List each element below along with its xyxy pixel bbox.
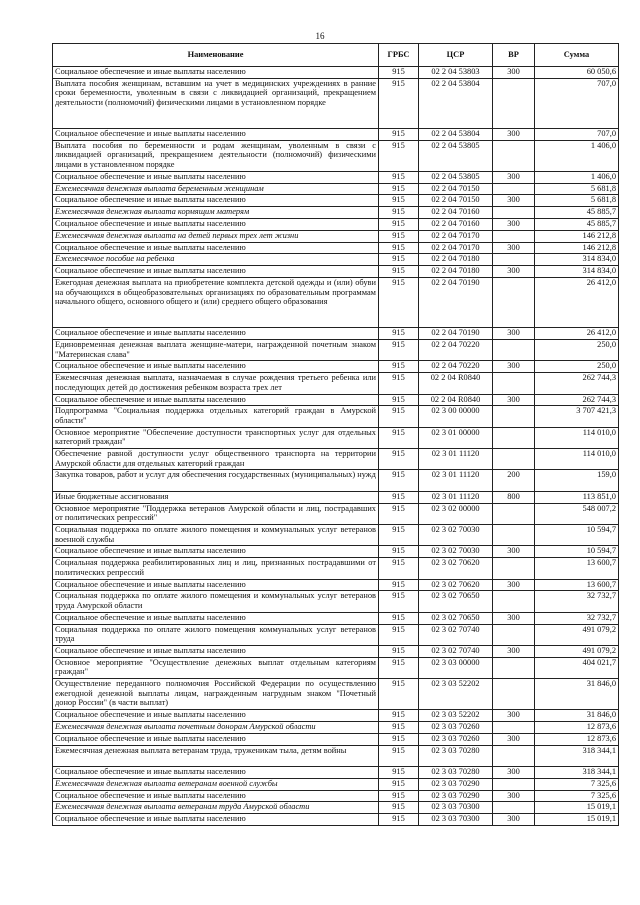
cell-sum: 1 406,0 [535, 171, 619, 183]
table-row [53, 254, 619, 266]
cell-name: Социальное обеспечение и иные выплаты населению [53, 218, 379, 230]
cell-csr: 02 3 03 70300 [419, 802, 493, 814]
column-header-csr: ЦСР [419, 44, 493, 67]
cell-name: Социальное обеспечение и иные выплаты населению [53, 328, 379, 340]
cell-vr: 300 [493, 710, 535, 722]
cell-grbs: 915 [379, 328, 419, 340]
budget-table [52, 43, 619, 826]
cell-sum: 7 325,6 [535, 778, 619, 790]
cell-sum: 159,0 [535, 470, 619, 491]
cell-name: Основное мероприятие "Поддержка ветеранов Амурской области и лиц, пострадавших от политических репрессий" [53, 503, 379, 524]
cell-vr [493, 183, 535, 195]
cell-grbs: 915 [379, 503, 419, 524]
cell-sum: 26 412,0 [535, 277, 619, 327]
cell-vr: 300 [493, 195, 535, 207]
cell-vr: 300 [493, 790, 535, 802]
cell-sum: 31 846,0 [535, 710, 619, 722]
column-header-name: Наименование [53, 44, 379, 67]
cell-csr: 02 2 04 70150 [419, 183, 493, 195]
table-row [53, 230, 619, 242]
cell-csr: 02 3 03 70260 [419, 722, 493, 734]
cell-csr: 02 3 00 00000 [419, 406, 493, 427]
cell-csr: 02 3 03 00000 [419, 657, 493, 678]
cell-name: Социальное обеспечение и иные выплаты населению [53, 171, 379, 183]
cell-grbs: 915 [379, 491, 419, 503]
cell-name: Социальное обеспечение и иные выплаты населению [53, 394, 379, 406]
cell-sum: 32 732,7 [535, 591, 619, 612]
cell-csr: 02 3 03 70260 [419, 733, 493, 745]
table-row [53, 612, 619, 624]
cell-name: Ежемесячная денежная выплата на детей первых трех лет жизни [53, 230, 379, 242]
table-row [53, 328, 619, 340]
cell-sum: 318 344,1 [535, 766, 619, 778]
cell-csr: 02 3 02 00000 [419, 503, 493, 524]
cell-csr: 02 3 01 11120 [419, 470, 493, 491]
table-row [53, 171, 619, 183]
cell-grbs: 915 [379, 218, 419, 230]
cell-csr: 02 2 04 53805 [419, 171, 493, 183]
table-row [53, 449, 619, 470]
table-row [53, 128, 619, 140]
table-row [53, 657, 619, 678]
cell-grbs: 915 [379, 612, 419, 624]
cell-grbs: 915 [379, 78, 419, 128]
cell-csr: 02 3 02 70740 [419, 624, 493, 645]
cell-vr: 300 [493, 361, 535, 373]
cell-name: Иные бюджетные ассигнования [53, 491, 379, 503]
cell-vr [493, 254, 535, 266]
cell-grbs: 915 [379, 470, 419, 491]
cell-sum: 250,0 [535, 339, 619, 360]
cell-csr: 02 3 01 11120 [419, 491, 493, 503]
cell-vr [493, 624, 535, 645]
cell-grbs: 915 [379, 406, 419, 427]
cell-vr: 300 [493, 242, 535, 254]
cell-name: Осуществление переданного полномочия Российской Федерации по осуществлению ежегодной денежной выплаты лицам, награжденным нагрудным знаком "Почетный донор России" (в части выплат) [53, 679, 379, 710]
cell-sum: 5 681,8 [535, 183, 619, 195]
cell-sum: 15 019,1 [535, 814, 619, 826]
cell-sum: 10 594,7 [535, 546, 619, 558]
column-header-grbs: ГРБС [379, 44, 419, 67]
cell-csr: 02 3 03 70290 [419, 778, 493, 790]
cell-csr: 02 3 03 70280 [419, 745, 493, 766]
cell-name: Ежемесячная денежная выплата ветеранам военной службы [53, 778, 379, 790]
cell-csr: 02 2 04 70170 [419, 230, 493, 242]
cell-name: Закупка товаров, работ и услуг для обеспечения государственных (муниципальных) нужд [53, 470, 379, 491]
cell-vr [493, 558, 535, 579]
cell-grbs: 915 [379, 254, 419, 266]
cell-vr [493, 427, 535, 448]
cell-sum: 26 412,0 [535, 328, 619, 340]
cell-name: Ежемесячная денежная выплата беременным женщинам [53, 183, 379, 195]
cell-name: Основное мероприятие "Обеспечение доступности транспортных услуг для отдельных категорий граждан" [53, 427, 379, 448]
cell-sum: 13 600,7 [535, 558, 619, 579]
cell-vr [493, 406, 535, 427]
cell-grbs: 915 [379, 579, 419, 591]
table-row [53, 778, 619, 790]
cell-sum: 13 600,7 [535, 579, 619, 591]
column-header-sum: Сумма [535, 44, 619, 67]
cell-csr: 02 3 02 70650 [419, 612, 493, 624]
cell-grbs: 915 [379, 657, 419, 678]
cell-vr [493, 503, 535, 524]
table-row [53, 361, 619, 373]
cell-vr [493, 722, 535, 734]
cell-grbs: 915 [379, 624, 419, 645]
cell-vr: 300 [493, 579, 535, 591]
cell-csr: 02 3 03 70290 [419, 790, 493, 802]
cell-grbs: 915 [379, 266, 419, 278]
table-row [53, 503, 619, 524]
table-row [53, 745, 619, 766]
cell-sum: 262 744,3 [535, 394, 619, 406]
cell-sum: 707,0 [535, 128, 619, 140]
cell-csr: 02 3 02 70740 [419, 646, 493, 658]
cell-vr: 300 [493, 218, 535, 230]
cell-vr [493, 339, 535, 360]
cell-csr: 02 2 04 70150 [419, 195, 493, 207]
cell-name: Социальное обеспечение и иные выплаты населению [53, 546, 379, 558]
cell-grbs: 915 [379, 449, 419, 470]
cell-csr: 02 2 04 53804 [419, 128, 493, 140]
table-row [53, 710, 619, 722]
cell-vr: 300 [493, 646, 535, 658]
cell-csr: 02 2 04 70190 [419, 328, 493, 340]
cell-sum: 15 019,1 [535, 802, 619, 814]
table-row [53, 733, 619, 745]
cell-grbs: 915 [379, 242, 419, 254]
table-row [53, 722, 619, 734]
table-row [53, 78, 619, 128]
cell-vr [493, 525, 535, 546]
cell-vr [493, 679, 535, 710]
cell-vr: 300 [493, 546, 535, 558]
cell-csr: 02 3 01 11120 [419, 449, 493, 470]
cell-name: Ежемесячная денежная выплата почетным донорам Амурской области [53, 722, 379, 734]
cell-name: Социальное обеспечение и иные выплаты населению [53, 128, 379, 140]
cell-vr [493, 591, 535, 612]
table-row [53, 427, 619, 448]
cell-name: Социальное обеспечение и иные выплаты населению [53, 710, 379, 722]
cell-sum: 314 834,0 [535, 266, 619, 278]
cell-sum: 250,0 [535, 361, 619, 373]
cell-grbs: 915 [379, 361, 419, 373]
cell-csr: 02 3 02 70650 [419, 591, 493, 612]
cell-sum: 45 885,7 [535, 218, 619, 230]
cell-grbs: 915 [379, 277, 419, 327]
cell-sum: 12 873,6 [535, 733, 619, 745]
cell-grbs: 915 [379, 140, 419, 171]
cell-vr [493, 657, 535, 678]
cell-vr [493, 140, 535, 171]
table-row [53, 67, 619, 79]
cell-name: Социальное обеспечение и иные выплаты населению [53, 67, 379, 79]
cell-sum: 113 851,0 [535, 491, 619, 503]
cell-vr: 800 [493, 491, 535, 503]
cell-csr: 02 3 03 70280 [419, 766, 493, 778]
cell-csr: 02 3 03 70300 [419, 814, 493, 826]
cell-csr: 02 2 04 70180 [419, 266, 493, 278]
table-body [53, 67, 619, 826]
cell-grbs: 915 [379, 183, 419, 195]
cell-name: Социальная поддержка по оплате жилого помещения и коммунальных услуг ветеранов труда Амурской области [53, 591, 379, 612]
cell-grbs: 915 [379, 679, 419, 710]
cell-csr: 02 2 04 70220 [419, 339, 493, 360]
cell-vr [493, 230, 535, 242]
cell-sum: 491 079,2 [535, 624, 619, 645]
cell-vr [493, 449, 535, 470]
cell-name: Социальное обеспечение и иные выплаты населению [53, 579, 379, 591]
cell-vr: 300 [493, 733, 535, 745]
cell-name: Социальное обеспечение и иные выплаты населению [53, 612, 379, 624]
table-row [53, 814, 619, 826]
cell-sum: 707,0 [535, 78, 619, 128]
cell-name: Ежемесячная денежная выплата, назначаемая в случае рождения третьего ребенка или последующих детей до достижения ребенком возраста трех лет [53, 373, 379, 394]
cell-csr: 02 2 04 70190 [419, 277, 493, 327]
cell-grbs: 915 [379, 427, 419, 448]
cell-grbs: 915 [379, 814, 419, 826]
cell-sum: 146 212,8 [535, 242, 619, 254]
cell-vr: 300 [493, 328, 535, 340]
cell-vr: 200 [493, 470, 535, 491]
cell-grbs: 915 [379, 558, 419, 579]
cell-vr [493, 802, 535, 814]
table-header-row [53, 44, 619, 67]
cell-grbs: 915 [379, 710, 419, 722]
page-number: 16 [315, 31, 325, 41]
table-row [53, 624, 619, 645]
table-row [53, 525, 619, 546]
cell-name: Социальная поддержка реабилитированных лиц и лиц, признанных пострадавшими от политических репрессий [53, 558, 379, 579]
cell-csr: 02 2 04 70160 [419, 218, 493, 230]
cell-name: Социальное обеспечение и иные выплаты населению [53, 733, 379, 745]
cell-vr [493, 277, 535, 327]
cell-grbs: 915 [379, 207, 419, 219]
cell-csr: 02 2 04 53804 [419, 78, 493, 128]
cell-vr: 300 [493, 266, 535, 278]
cell-sum: 318 344,1 [535, 745, 619, 766]
cell-vr: 300 [493, 394, 535, 406]
cell-sum: 5 681,8 [535, 195, 619, 207]
cell-grbs: 915 [379, 339, 419, 360]
cell-grbs: 915 [379, 766, 419, 778]
cell-grbs: 915 [379, 591, 419, 612]
cell-sum: 146 212,8 [535, 230, 619, 242]
table-row [53, 218, 619, 230]
cell-sum: 114 010,0 [535, 427, 619, 448]
cell-grbs: 915 [379, 525, 419, 546]
cell-name: Ежемесячная денежная выплата ветеранам труда, труженикам тыла, детям войны [53, 745, 379, 766]
cell-csr: 02 2 04 R0840 [419, 373, 493, 394]
cell-grbs: 915 [379, 790, 419, 802]
cell-vr [493, 745, 535, 766]
cell-name: Ежемесячная денежная выплата кормящим матерям [53, 207, 379, 219]
cell-sum: 32 732,7 [535, 612, 619, 624]
cell-grbs: 915 [379, 67, 419, 79]
cell-csr: 02 2 04 R0840 [419, 394, 493, 406]
cell-grbs: 915 [379, 195, 419, 207]
cell-sum: 10 594,7 [535, 525, 619, 546]
cell-grbs: 915 [379, 128, 419, 140]
cell-name: Социальное обеспечение и иные выплаты населению [53, 646, 379, 658]
cell-name: Ежемесячное пособие на ребенка [53, 254, 379, 266]
cell-name: Обеспечение равной доступности услуг общественного транспорта на территории Амурской области для отдельных категорий граждан [53, 449, 379, 470]
cell-sum: 31 846,0 [535, 679, 619, 710]
table-row [53, 339, 619, 360]
cell-sum: 7 325,6 [535, 790, 619, 802]
cell-vr [493, 373, 535, 394]
table-row [53, 394, 619, 406]
cell-name: Основное мероприятие "Осуществление денежных выплат отдельным категориям граждан" [53, 657, 379, 678]
cell-csr: 02 3 02 70620 [419, 558, 493, 579]
cell-vr: 300 [493, 67, 535, 79]
table-row [53, 766, 619, 778]
table-row [53, 491, 619, 503]
cell-csr: 02 3 02 70620 [419, 579, 493, 591]
table-row [53, 646, 619, 658]
table-row [53, 242, 619, 254]
cell-csr: 02 2 04 70180 [419, 254, 493, 266]
cell-sum: 114 010,0 [535, 449, 619, 470]
table-row [53, 546, 619, 558]
cell-sum: 548 007,2 [535, 503, 619, 524]
table-row [53, 140, 619, 171]
cell-sum: 1 406,0 [535, 140, 619, 171]
cell-name: Социальное обеспечение и иные выплаты населению [53, 766, 379, 778]
cell-grbs: 915 [379, 722, 419, 734]
cell-grbs: 915 [379, 394, 419, 406]
cell-grbs: 915 [379, 171, 419, 183]
cell-name: Социальное обеспечение и иные выплаты населению [53, 361, 379, 373]
table-row [53, 195, 619, 207]
cell-sum: 491 079,2 [535, 646, 619, 658]
cell-csr: 02 2 04 70220 [419, 361, 493, 373]
cell-name: Выплата пособия женщинам, вставшим на учет в медицинских учреждениях в ранние сроки беременности, уволенным в связи с ликвидацией организаций, прекращением деятельности (полномочий) физическими лицами в установленном порядке [53, 78, 379, 128]
table-row [53, 579, 619, 591]
cell-name: Социальное обеспечение и иные выплаты населению [53, 790, 379, 802]
cell-sum: 404 021,7 [535, 657, 619, 678]
cell-csr: 02 3 02 70030 [419, 525, 493, 546]
table-row [53, 277, 619, 327]
cell-name: Социальное обеспечение и иные выплаты населению [53, 266, 379, 278]
cell-sum: 60 050,6 [535, 67, 619, 79]
cell-name: Единовременная денежная выплата женщине-матери, награжденной почетным знаком "Материнская слава" [53, 339, 379, 360]
cell-grbs: 915 [379, 646, 419, 658]
table-row [53, 373, 619, 394]
table-row [53, 558, 619, 579]
cell-csr: 02 2 04 70160 [419, 207, 493, 219]
cell-name: Социальное обеспечение и иные выплаты населению [53, 814, 379, 826]
cell-name: Ежегодная денежная выплата на приобретение комплекта детской одежды и (или) обуви на обучающихся в общеобразовательных организациях по образовательным программам начального общего, основного общего и (или) среднего общего образования [53, 277, 379, 327]
cell-name: Социальное обеспечение и иные выплаты населению [53, 242, 379, 254]
table-row [53, 183, 619, 195]
cell-sum: 262 744,3 [535, 373, 619, 394]
cell-sum: 45 885,7 [535, 207, 619, 219]
cell-vr [493, 778, 535, 790]
cell-grbs: 915 [379, 733, 419, 745]
cell-vr [493, 78, 535, 128]
table-row [53, 802, 619, 814]
cell-vr [493, 207, 535, 219]
cell-vr: 300 [493, 814, 535, 826]
cell-csr: 02 2 04 53803 [419, 67, 493, 79]
cell-csr: 02 2 04 70170 [419, 242, 493, 254]
table-row [53, 470, 619, 491]
cell-name: Выплата пособия по беременности и родам женщинам, уволенным в связи с ликвидацией организаций, прекращением деятельности (полномочий) физическими лицами в установленном порядке [53, 140, 379, 171]
cell-grbs: 915 [379, 230, 419, 242]
cell-csr: 02 3 01 00000 [419, 427, 493, 448]
cell-sum: 314 834,0 [535, 254, 619, 266]
cell-sum: 12 873,6 [535, 722, 619, 734]
cell-csr: 02 3 03 52202 [419, 679, 493, 710]
cell-name: Социальная поддержка по оплате жилого помещения коммунальных услуг ветеранов труда [53, 624, 379, 645]
cell-vr: 300 [493, 128, 535, 140]
cell-name: Социальное обеспечение и иные выплаты населению [53, 195, 379, 207]
cell-name: Подпрограмма "Социальная поддержка отдельных категорий граждан в Амурской области" [53, 406, 379, 427]
cell-csr: 02 3 02 70030 [419, 546, 493, 558]
column-header-vr: ВР [493, 44, 535, 67]
table-row [53, 679, 619, 710]
cell-grbs: 915 [379, 802, 419, 814]
table-row [53, 591, 619, 612]
cell-csr: 02 2 04 53805 [419, 140, 493, 171]
cell-vr: 300 [493, 612, 535, 624]
cell-name: Социальная поддержка по оплате жилого помещения и коммунальных услуг ветеранов военной службы [53, 525, 379, 546]
cell-vr: 300 [493, 766, 535, 778]
cell-grbs: 915 [379, 546, 419, 558]
table-row [53, 207, 619, 219]
cell-vr: 300 [493, 171, 535, 183]
cell-grbs: 915 [379, 745, 419, 766]
cell-sum: 3 707 421,3 [535, 406, 619, 427]
cell-name: Ежемесячная денежная выплата ветеранам труда Амурской области [53, 802, 379, 814]
table-row [53, 790, 619, 802]
cell-grbs: 915 [379, 373, 419, 394]
table-row [53, 406, 619, 427]
cell-csr: 02 3 03 52202 [419, 710, 493, 722]
cell-grbs: 915 [379, 778, 419, 790]
table-row [53, 266, 619, 278]
